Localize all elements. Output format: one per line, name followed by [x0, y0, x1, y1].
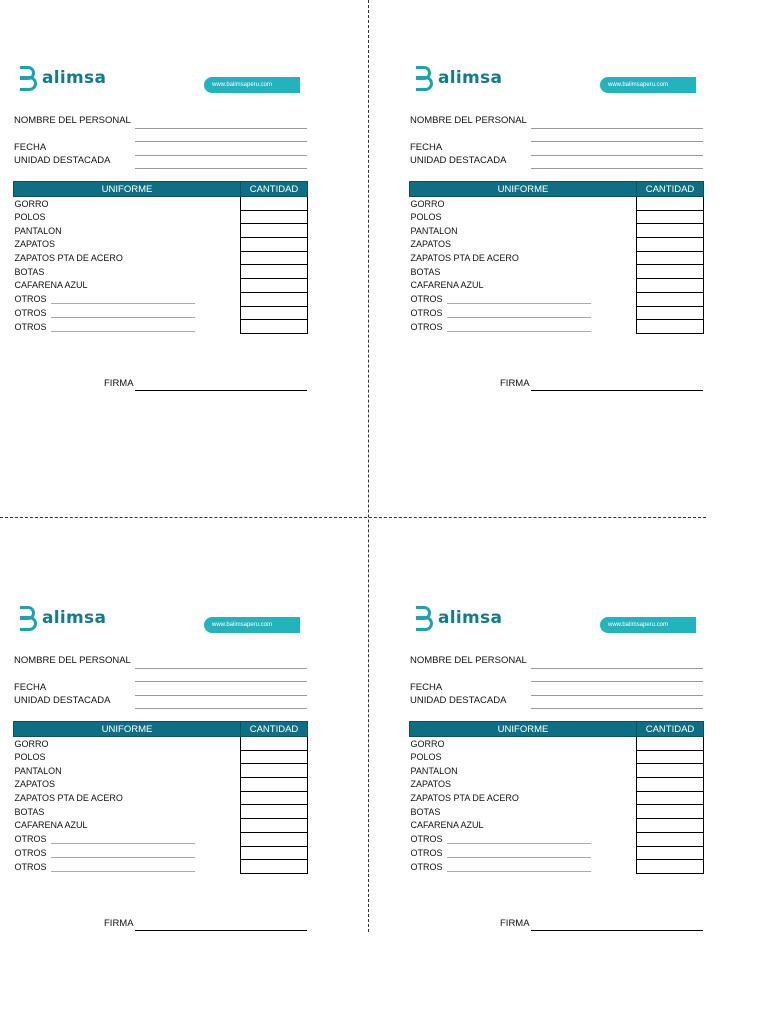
table-row	[410, 238, 704, 252]
otros-write-line[interactable]	[447, 317, 591, 318]
item-label	[14, 737, 241, 751]
table-row	[14, 764, 308, 778]
item-text: PANTALON	[410, 225, 458, 236]
table-row	[410, 292, 704, 306]
uniform-form-card-br	[408, 600, 708, 960]
item-label	[410, 764, 637, 778]
item-text: OTROS	[410, 834, 443, 845]
item-text: OTROS	[410, 861, 443, 872]
item-text: OTROS	[410, 307, 443, 318]
nombre-line[interactable]	[135, 128, 307, 129]
header-uniforme: UNIFORME	[410, 182, 637, 197]
item-label	[14, 860, 241, 874]
nombre-label: NOMBRE DEL PERSONAL	[14, 115, 131, 126]
item-label	[14, 224, 241, 238]
firma-line[interactable]	[531, 390, 703, 391]
unidad-line[interactable]	[135, 168, 307, 169]
table-row	[14, 238, 308, 252]
otros-write-line[interactable]	[447, 871, 591, 872]
firma-label: FIRMA	[500, 918, 530, 929]
item-text: OTROS	[14, 321, 47, 332]
uniform-form-card-tl	[12, 60, 312, 420]
quantity-cell[interactable]	[637, 251, 704, 265]
item-label	[410, 279, 637, 293]
unidad-label: UNIDAD DESTACADA	[14, 695, 111, 706]
item-text: OTROS	[410, 321, 443, 332]
fecha-line[interactable]	[531, 695, 703, 696]
quantity-cell[interactable]	[637, 846, 704, 860]
table-row	[410, 197, 704, 211]
quantity-cell[interactable]	[241, 224, 308, 238]
logo-b-icon	[414, 64, 436, 92]
firma-line[interactable]	[531, 930, 703, 931]
item-label	[410, 238, 637, 252]
quantity-cell[interactable]	[637, 832, 704, 846]
quantity-cell[interactable]	[241, 265, 308, 279]
item-text: PANTALON	[14, 225, 62, 236]
item-text: ZAPATOS	[14, 779, 56, 790]
item-label	[14, 750, 241, 764]
quantity-cell[interactable]	[637, 320, 704, 334]
item-text: POLOS	[14, 212, 46, 223]
item-label	[14, 210, 241, 224]
quantity-cell[interactable]	[241, 764, 308, 778]
table-row	[410, 737, 704, 751]
otros-write-line[interactable]	[51, 871, 195, 872]
item-label	[410, 860, 637, 874]
uniform-table	[13, 181, 308, 334]
table-row	[14, 210, 308, 224]
table-row	[14, 251, 308, 265]
quantity-cell[interactable]	[241, 819, 308, 833]
otros-write-line[interactable]	[447, 303, 591, 304]
fecha-label: FECHA	[14, 142, 47, 153]
firma-line[interactable]	[135, 930, 307, 931]
item-text: ZAPATOS PTA DE ACERO	[14, 253, 123, 264]
item-text: CAFARENA AZUL	[14, 280, 88, 291]
uniform-table	[409, 181, 704, 334]
nombre-label: NOMBRE DEL PERSONAL	[410, 655, 527, 666]
item-label	[410, 320, 637, 334]
item-label	[14, 238, 241, 252]
balimsa-logo	[414, 64, 502, 92]
quantity-cell[interactable]	[241, 860, 308, 874]
balimsa-logo	[18, 604, 106, 632]
firma-line[interactable]	[135, 390, 307, 391]
item-label	[410, 750, 637, 764]
table-row	[410, 210, 704, 224]
quantity-cell[interactable]	[241, 805, 308, 819]
logo-b-icon	[18, 64, 40, 92]
firma-label: FIRMA	[104, 378, 134, 389]
logo-text: alimsa	[438, 68, 503, 88]
header-uniforme: UNIFORME	[410, 722, 637, 737]
balimsa-logo	[18, 64, 106, 92]
quantity-cell[interactable]	[637, 224, 704, 238]
table-row	[410, 860, 704, 874]
item-label	[410, 265, 637, 279]
table-row	[14, 197, 308, 211]
table-row	[14, 737, 308, 751]
otros-write-line[interactable]	[51, 331, 195, 332]
website-banner: www.balimsaperu.com	[204, 77, 300, 93]
item-text: ZAPATOS PTA DE ACERO	[14, 793, 123, 804]
item-label	[14, 764, 241, 778]
header-cantidad: CANTIDAD	[637, 182, 704, 197]
item-text: OTROS	[14, 307, 47, 318]
table-row	[410, 846, 704, 860]
quantity-cell[interactable]	[241, 737, 308, 751]
table-row	[14, 819, 308, 833]
website-banner: www.balimsaperu.com	[600, 617, 696, 633]
header-cantidad: CANTIDAD	[637, 722, 704, 737]
table-row	[410, 832, 704, 846]
item-text: POLOS	[410, 752, 442, 763]
item-label	[410, 846, 637, 860]
item-label	[14, 805, 241, 819]
item-text: ZAPATOS PTA DE ACERO	[410, 793, 519, 804]
item-label	[410, 832, 637, 846]
header-uniforme: UNIFORME	[14, 182, 241, 197]
item-label	[14, 197, 241, 211]
table-row	[14, 860, 308, 874]
item-text: CAFARENA AZUL	[410, 280, 484, 291]
quantity-cell[interactable]	[241, 238, 308, 252]
quantity-cell[interactable]	[637, 279, 704, 293]
item-label	[410, 251, 637, 265]
fecha-label: FECHA	[14, 682, 47, 693]
quantity-cell[interactable]	[241, 251, 308, 265]
otros-write-line[interactable]	[447, 331, 591, 332]
nombre-line-2[interactable]	[531, 681, 703, 682]
otros-write-line[interactable]	[51, 857, 195, 858]
table-row	[14, 791, 308, 805]
item-text: BOTAS	[14, 266, 45, 277]
nombre-line[interactable]	[135, 668, 307, 669]
unidad-line[interactable]	[531, 168, 703, 169]
quantity-cell[interactable]	[241, 292, 308, 306]
quantity-cell[interactable]	[637, 210, 704, 224]
item-text: PANTALON	[14, 765, 62, 776]
table-row	[410, 778, 704, 792]
item-label	[14, 265, 241, 279]
nombre-line[interactable]	[531, 668, 703, 669]
quantity-cell[interactable]	[637, 819, 704, 833]
item-label	[14, 279, 241, 293]
quantity-cell[interactable]	[637, 791, 704, 805]
item-label	[14, 778, 241, 792]
table-row	[410, 251, 704, 265]
item-label	[410, 737, 637, 751]
table-row	[14, 832, 308, 846]
website-banner: www.balimsaperu.com	[600, 77, 696, 93]
quantity-cell[interactable]	[637, 306, 704, 320]
item-text: GORRO	[410, 198, 445, 209]
item-text: GORRO	[14, 738, 49, 749]
item-label	[14, 320, 241, 334]
item-text: ZAPATOS	[410, 779, 452, 790]
quantity-cell[interactable]	[241, 750, 308, 764]
item-text: OTROS	[410, 847, 443, 858]
table-row	[14, 750, 308, 764]
uniform-form-card-tr	[408, 60, 708, 420]
item-label	[410, 805, 637, 819]
otros-write-line[interactable]	[51, 317, 195, 318]
item-text: ZAPATOS PTA DE ACERO	[410, 253, 519, 264]
nombre-line-2[interactable]	[135, 681, 307, 682]
table-row	[410, 224, 704, 238]
item-text: GORRO	[410, 738, 445, 749]
otros-write-line[interactable]	[447, 857, 591, 858]
nombre-line-2[interactable]	[531, 141, 703, 142]
quantity-cell[interactable]	[637, 805, 704, 819]
table-row	[410, 791, 704, 805]
fecha-label: FECHA	[410, 142, 443, 153]
table-row	[410, 764, 704, 778]
uniform-form-card-bl	[12, 600, 312, 960]
table-row	[410, 265, 704, 279]
item-text: POLOS	[410, 212, 442, 223]
table-row	[14, 320, 308, 334]
item-label	[410, 778, 637, 792]
quantity-cell[interactable]	[241, 306, 308, 320]
header-cantidad: CANTIDAD	[241, 722, 308, 737]
vertical-cut-line	[368, 0, 369, 932]
item-label	[410, 224, 637, 238]
item-text: CAFARENA AZUL	[14, 820, 88, 831]
table-row	[410, 306, 704, 320]
table-row	[14, 306, 308, 320]
table-row	[14, 292, 308, 306]
otros-write-line[interactable]	[51, 303, 195, 304]
table-row	[14, 778, 308, 792]
item-label	[410, 210, 637, 224]
item-text: OTROS	[14, 834, 47, 845]
table-row	[410, 819, 704, 833]
nombre-label: NOMBRE DEL PERSONAL	[14, 655, 131, 666]
table-row	[410, 320, 704, 334]
item-text: OTROS	[14, 847, 47, 858]
quantity-cell[interactable]	[241, 791, 308, 805]
table-row	[14, 279, 308, 293]
item-text: POLOS	[14, 752, 46, 763]
item-label	[14, 292, 241, 306]
quantity-cell[interactable]	[241, 210, 308, 224]
quantity-cell[interactable]	[637, 764, 704, 778]
fecha-label: FECHA	[410, 682, 443, 693]
quantity-cell[interactable]	[241, 279, 308, 293]
uniform-table	[13, 721, 308, 874]
item-text: GORRO	[14, 198, 49, 209]
item-label	[14, 306, 241, 320]
logo-text: alimsa	[42, 68, 107, 88]
table-row	[14, 805, 308, 819]
quantity-cell[interactable]	[637, 750, 704, 764]
unidad-line[interactable]	[531, 708, 703, 709]
item-text: CAFARENA AZUL	[410, 820, 484, 831]
quantity-cell[interactable]	[637, 860, 704, 874]
nombre-line-2[interactable]	[135, 141, 307, 142]
quantity-cell[interactable]	[637, 265, 704, 279]
quantity-cell[interactable]	[637, 292, 704, 306]
item-text: ZAPATOS	[14, 239, 56, 250]
item-text: OTROS	[410, 294, 443, 305]
unidad-label: UNIDAD DESTACADA	[14, 155, 111, 166]
logo-text: alimsa	[438, 608, 503, 628]
item-label	[14, 251, 241, 265]
firma-label: FIRMA	[104, 918, 134, 929]
quantity-cell[interactable]	[241, 832, 308, 846]
balimsa-logo	[414, 604, 502, 632]
firma-label: FIRMA	[500, 378, 530, 389]
otros-write-line[interactable]	[51, 843, 195, 844]
unidad-label: UNIDAD DESTACADA	[410, 695, 507, 706]
quantity-cell[interactable]	[241, 778, 308, 792]
table-row	[410, 279, 704, 293]
header-uniforme: UNIFORME	[14, 722, 241, 737]
item-label	[14, 819, 241, 833]
item-label	[14, 791, 241, 805]
nombre-label: NOMBRE DEL PERSONAL	[410, 115, 527, 126]
item-label	[410, 819, 637, 833]
item-text: PANTALON	[410, 765, 458, 776]
nombre-line[interactable]	[531, 128, 703, 129]
quantity-cell[interactable]	[637, 197, 704, 211]
header-cantidad: CANTIDAD	[241, 182, 308, 197]
unidad-line[interactable]	[135, 708, 307, 709]
horizontal-cut-line	[0, 517, 706, 518]
item-text: OTROS	[14, 861, 47, 872]
table-row	[14, 265, 308, 279]
quantity-cell[interactable]	[241, 320, 308, 334]
uniform-table	[409, 721, 704, 874]
table-row	[14, 846, 308, 860]
item-text: ZAPATOS	[410, 239, 452, 250]
table-row	[14, 224, 308, 238]
item-label	[410, 306, 637, 320]
item-label	[410, 791, 637, 805]
fecha-line[interactable]	[135, 155, 307, 156]
table-row	[410, 805, 704, 819]
fecha-line[interactable]	[531, 155, 703, 156]
item-text: BOTAS	[14, 806, 45, 817]
item-label	[14, 846, 241, 860]
logo-b-icon	[414, 604, 436, 632]
fecha-line[interactable]	[135, 695, 307, 696]
quantity-cell[interactable]	[241, 197, 308, 211]
item-label	[410, 197, 637, 211]
item-text: OTROS	[14, 294, 47, 305]
item-label	[14, 832, 241, 846]
quantity-cell[interactable]	[241, 846, 308, 860]
table-row	[410, 750, 704, 764]
quantity-cell[interactable]	[637, 238, 704, 252]
item-text: BOTAS	[410, 806, 441, 817]
item-label	[410, 292, 637, 306]
quantity-cell[interactable]	[637, 737, 704, 751]
quantity-cell[interactable]	[637, 778, 704, 792]
otros-write-line[interactable]	[447, 843, 591, 844]
website-banner: www.balimsaperu.com	[204, 617, 300, 633]
logo-b-icon	[18, 604, 40, 632]
item-text: BOTAS	[410, 266, 441, 277]
unidad-label: UNIDAD DESTACADA	[410, 155, 507, 166]
logo-text: alimsa	[42, 608, 107, 628]
